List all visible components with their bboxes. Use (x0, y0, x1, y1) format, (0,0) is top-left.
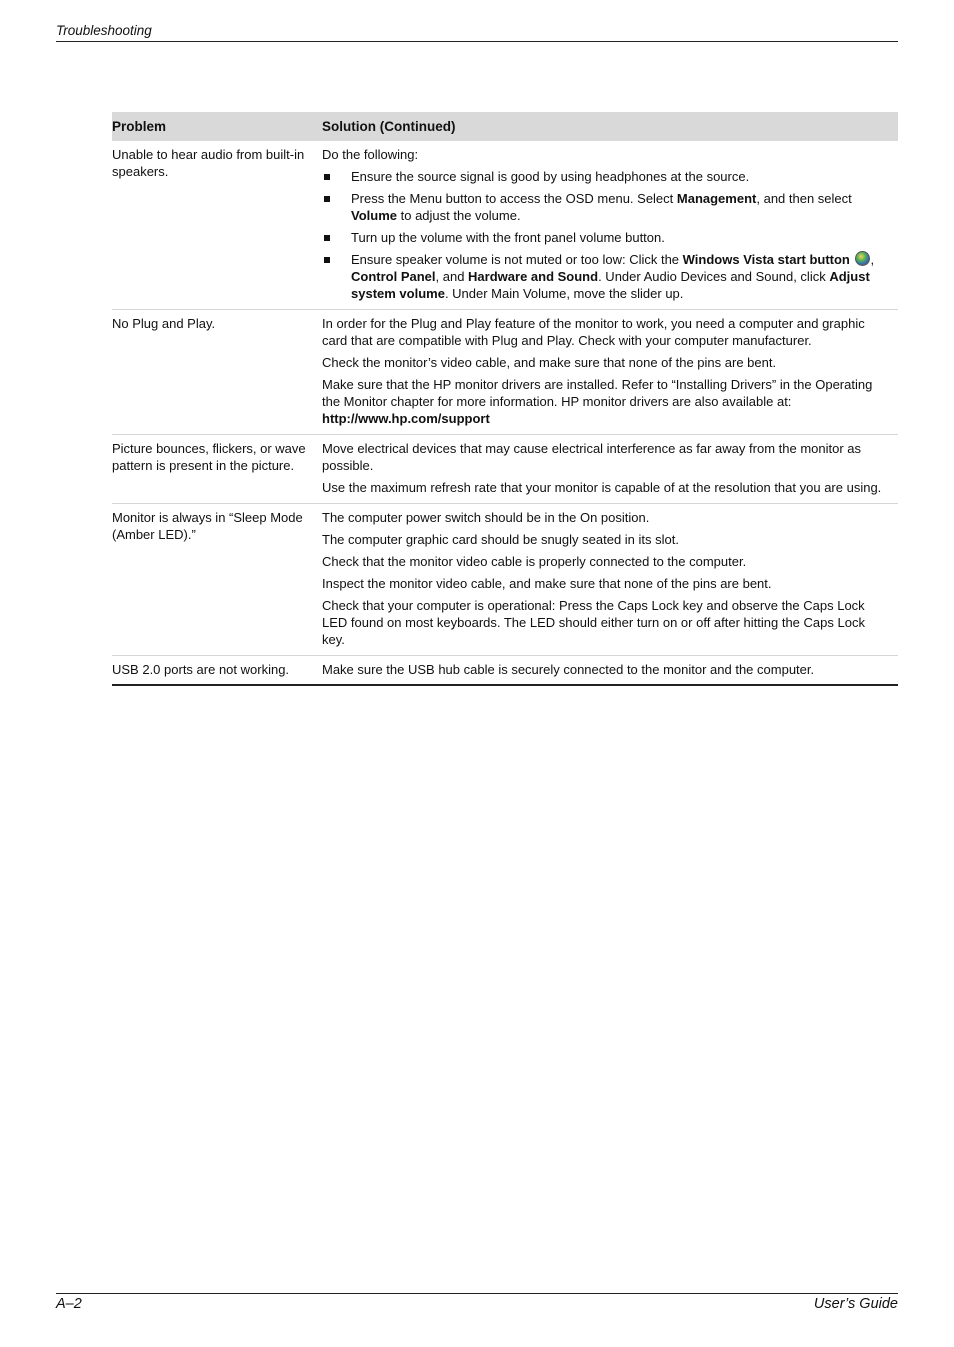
bullet-text: . Under Main Volume, move the slider up. (444, 286, 684, 301)
solution-paragraph: Inspect the monitor video cable, and make sure that none of the pins are bent. (322, 576, 772, 591)
section-title: Troubleshooting (56, 23, 152, 38)
solution-paragraph: The computer graphic card should be snugly seated in its slot. (322, 532, 679, 547)
bullet-text: Press the Menu button to access the OSD menu. Select (351, 191, 677, 206)
table-row (112, 310, 898, 435)
bullet-text: Ensure speaker volume is not muted or too low: Click the (351, 252, 683, 267)
problem-cell: USB 2.0 ports are not working. (112, 656, 322, 686)
bullet-square-icon (324, 235, 330, 241)
bold-term-management: Management (676, 191, 757, 206)
solution-paragraph: The computer power switch should be in the On position. (322, 510, 650, 525)
solution-bullet-list (322, 168, 882, 302)
windows-vista-start-orb-icon (855, 251, 870, 266)
solution-paragraph (322, 376, 882, 427)
list-item (322, 190, 882, 224)
solution-paragraph: Check that your computer is operational: Press the Caps Lock key and observe the Caps Lock LED found on most keyboards. The LED should either turn on or off after hitting the Caps Lock key. (322, 598, 865, 647)
running-header (56, 23, 898, 42)
column-header-solution: Solution (Continued) (322, 112, 898, 141)
bold-term-hardware-and-sound: Hardware and Sound (468, 269, 599, 284)
bullet-square-icon (324, 196, 330, 202)
problem-cell: Picture bounces, flickers, or wave pattern is present in the picture. (112, 435, 322, 504)
bullet-text: to adjust the volume. (397, 208, 521, 223)
bullet-text: Turn up the volume with the front panel volume button. (351, 230, 665, 245)
bullet-square-icon (324, 174, 330, 180)
solution-paragraph: Check that the monitor video cable is properly connected to the computer. (322, 554, 747, 569)
bold-term-windows-vista-start-button: Windows Vista start button (682, 252, 850, 267)
list-item (322, 168, 882, 185)
bullet-text: , and (435, 269, 469, 284)
solution-paragraph: In order for the Plug and Play feature of the monitor to work, you need a computer and graphic card that are compatible with Plug and Play. Check with your computer manufacturer. (322, 316, 865, 348)
solution-text: Make sure that the HP monitor drivers are installed. Refer to “Installing Drivers” in the Operating the Monitor chapter for more information. HP monitor drivers are also available at: (322, 377, 873, 409)
solution-cell (322, 141, 898, 310)
bullet-text: , and then select (756, 191, 852, 206)
solution-intro: Do the following: (322, 147, 419, 162)
list-item (322, 229, 882, 246)
list-item (322, 251, 882, 302)
solution-cell (322, 504, 898, 656)
solution-cell (322, 656, 898, 686)
solution-paragraph: Use the maximum refresh rate that your monitor is capable of at the resolution that you are using. (322, 480, 882, 495)
table-header-row (112, 112, 898, 141)
document-title: User’s Guide (813, 1296, 898, 1312)
running-footer (56, 1293, 898, 1312)
problem-cell: Unable to hear audio from built-in speakers. (112, 141, 322, 310)
table-row (112, 656, 898, 686)
bold-term-volume: Volume (351, 208, 397, 223)
solution-cell (322, 435, 898, 504)
bullet-square-icon (324, 257, 330, 263)
problem-cell: No Plug and Play. (112, 310, 322, 435)
solution-paragraph: Check the monitor’s video cable, and make sure that none of the pins are bent. (322, 355, 777, 370)
table-row (112, 141, 898, 310)
table-row (112, 435, 898, 504)
bullet-text: Ensure the source signal is good by using headphones at the source. (351, 169, 750, 184)
bold-term-adjust-system-volume: Adjust system volume (351, 269, 870, 301)
solution-cell (322, 310, 898, 435)
troubleshooting-table (112, 112, 898, 686)
problem-cell: Monitor is always in “Sleep Mode (Amber LED).” (112, 504, 322, 656)
table-row (112, 504, 898, 656)
solution-paragraph: Make sure the USB hub cable is securely connected to the monitor and the computer. (322, 662, 815, 677)
solution-paragraph: Move electrical devices that may cause electrical interference as far away from the monitor as possible. (322, 441, 862, 473)
support-url-link[interactable]: http://www.hp.com/support (322, 411, 490, 426)
bullet-text: . Under Audio Devices and Sound, click (598, 269, 830, 284)
bullet-text: , (870, 252, 875, 267)
page-number: A–2 (56, 1296, 82, 1312)
column-header-problem: Problem (112, 112, 322, 141)
bold-term-control-panel: Control Panel (351, 269, 436, 284)
